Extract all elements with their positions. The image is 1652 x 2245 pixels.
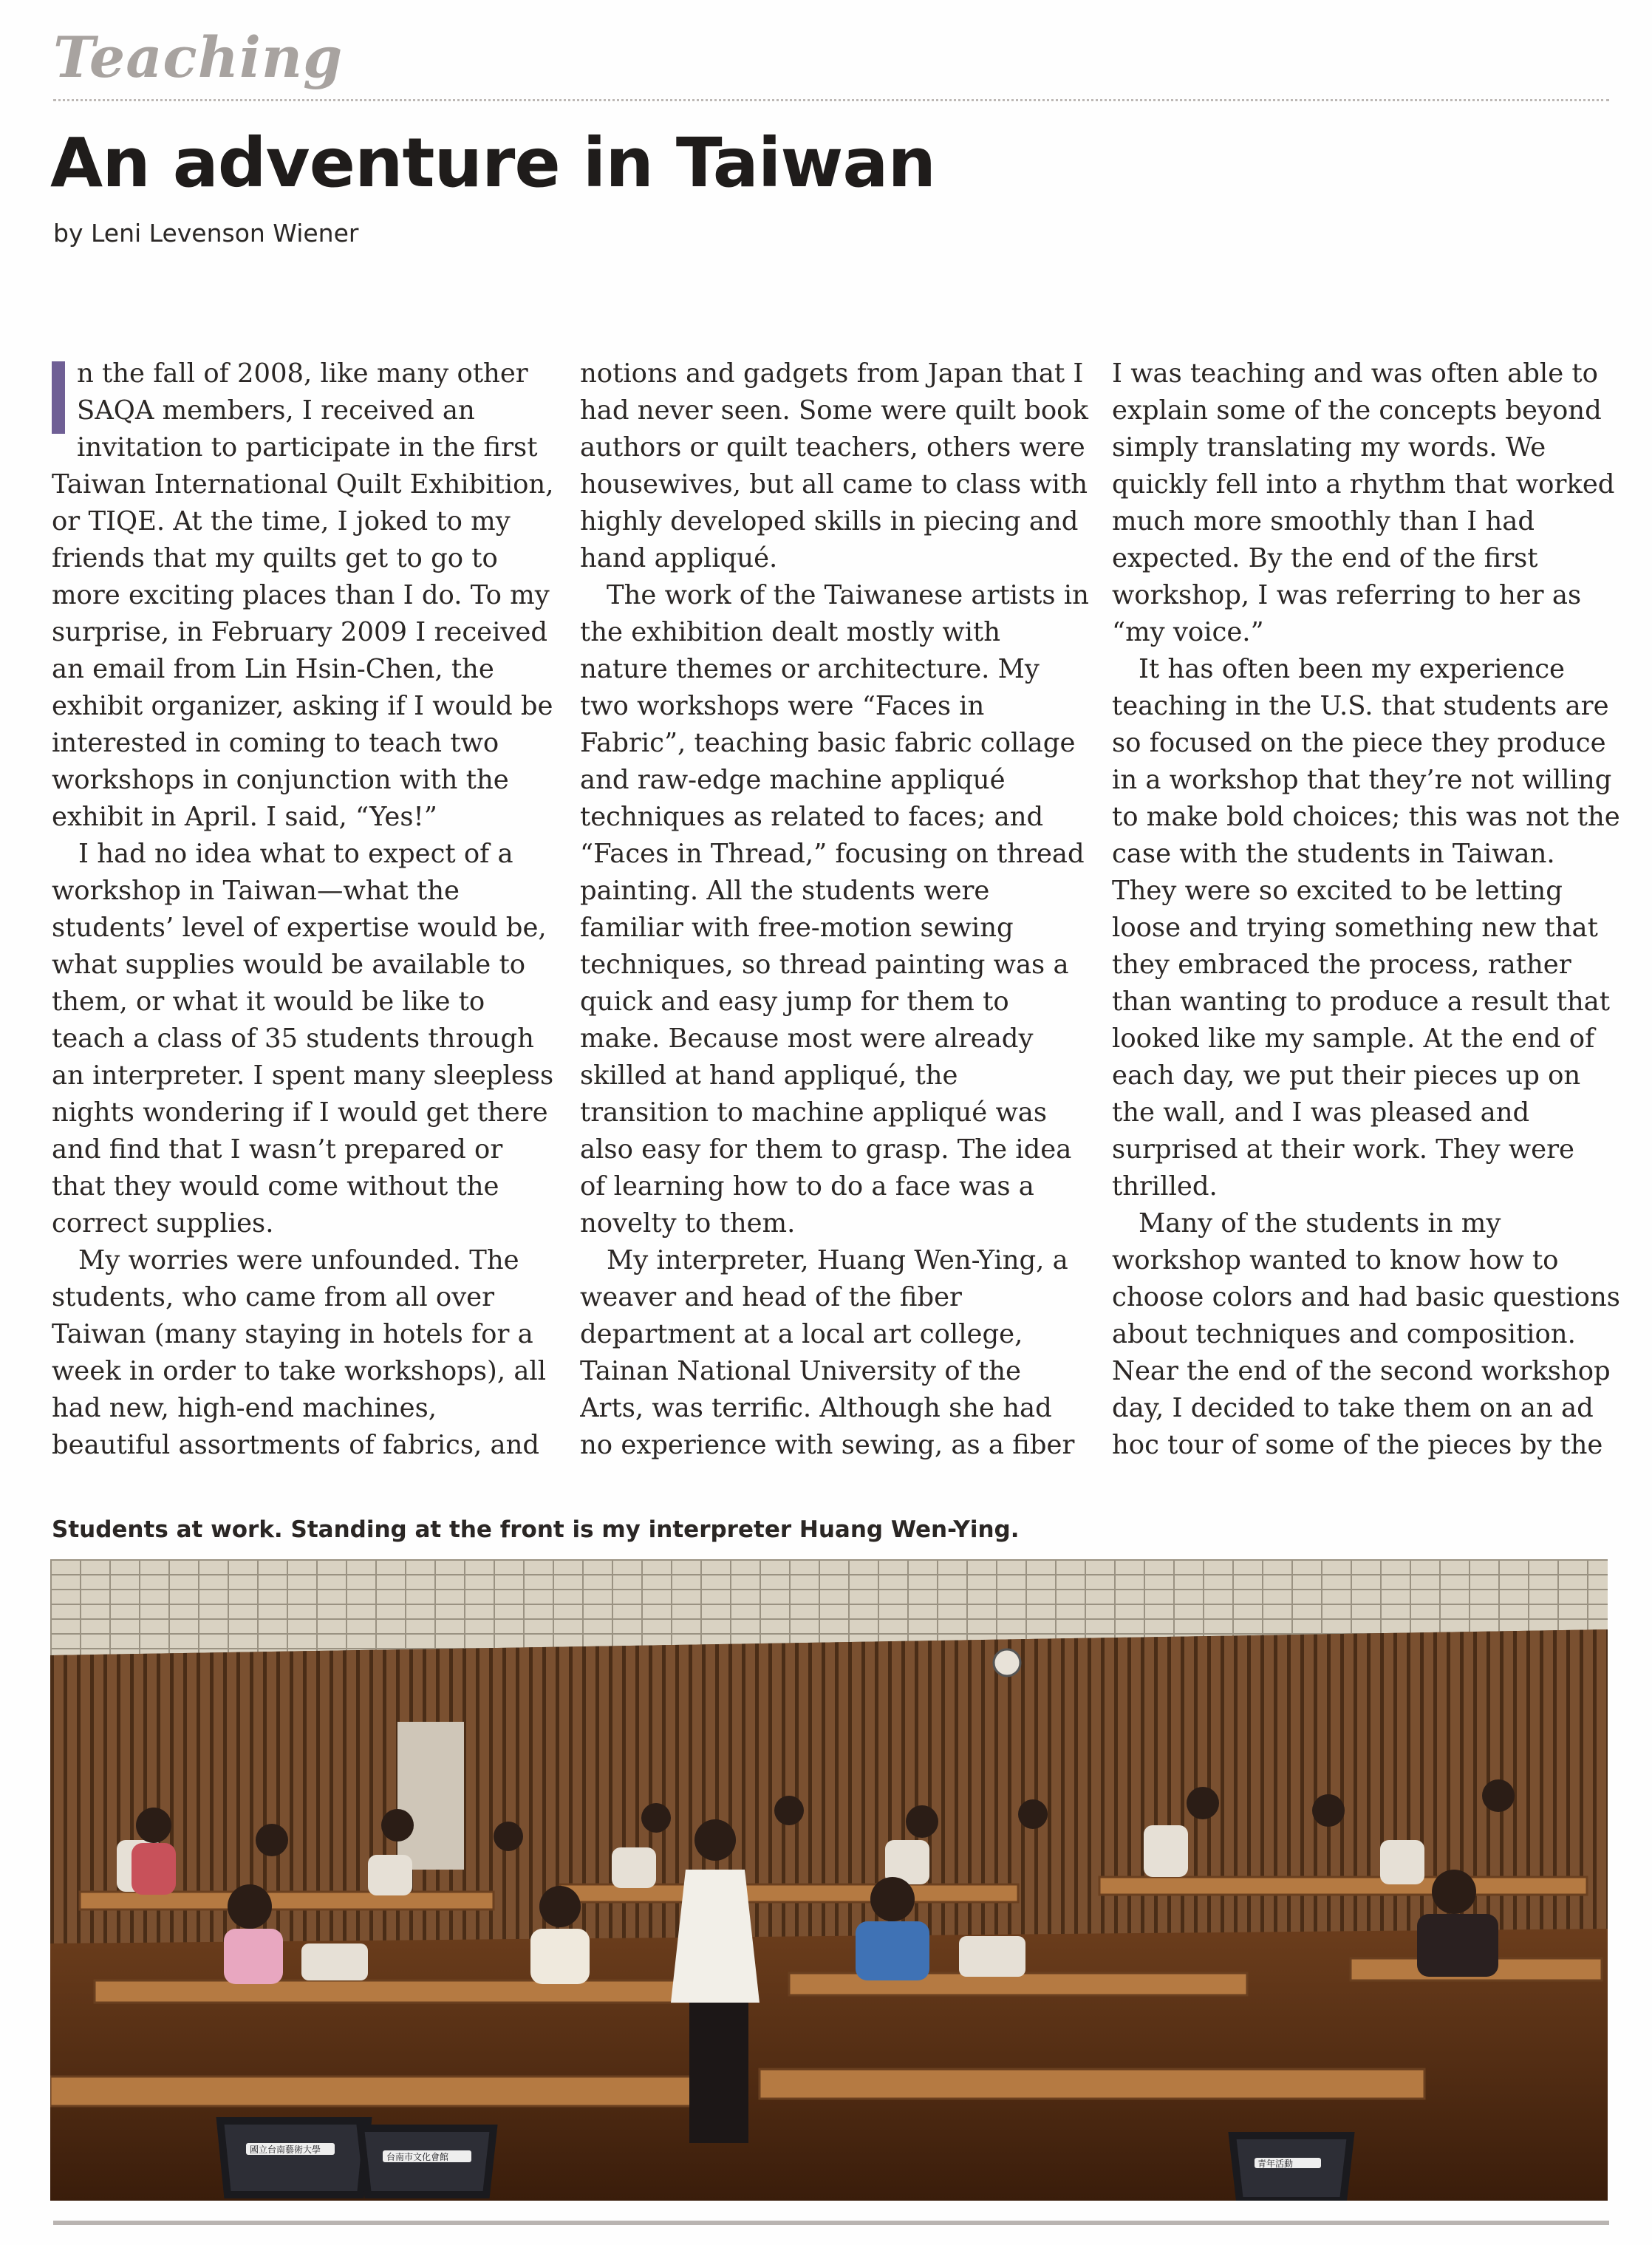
top-divider [53, 99, 1609, 101]
article-title: An adventure in Taiwan [50, 123, 935, 202]
paragraph: I was teaching and was often able to explain some of the concepts beyond simply translating my words. We quickly fell into a rhythm that worked much more smoothly than I had expected. By the end of the first workshop, I was referring to her as “my voice.” [1112, 358, 1615, 647]
drop-cap [52, 361, 65, 434]
text-column-1 [52, 355, 562, 1468]
section-label: Teaching [53, 24, 344, 90]
workshop-photo [50, 1559, 1608, 2201]
paragraph: It has often been my experience teaching in the U.S. that students are so focused on the piece they produce in a workshop that they’re not willing to make bold choices; this was not the case with the students in Taiwan. They were so excited to be letting loose and trying something new that they embraced the process, rather than wanting to produce a result that looked like my sample. At the end of each day, we put their pieces up on the wall, and I was pleased and surprised at their work. They were thrilled. [1112, 654, 1620, 1202]
bottom-divider [53, 2221, 1609, 2225]
paragraph: I had no idea what to expect of a workshop in Taiwan—what the students’ level of expertise would be, what supplies would be available to them, or what it would be like to teach a class of 35 students through an interpreter. I spent many sleepless nights wondering if I would get there and find that I wasn’t prepared or that they would come without the correct supplies. [52, 839, 554, 1239]
paragraph: My worries were unfounded. The students, who came from all over Taiwan (many staying in hotels for a week in order to take workshops), all had new, high-end machines, beautiful assortments of fabrics, and [52, 1245, 547, 1460]
chair-sign-text: 青年活動 [1257, 2159, 1294, 2169]
paragraph: n the fall of 2008, like many other SAQA members, I received an invitation to participate in the first Taiwan International Quilt Exhibition, or TIQE. At the time, I joked to my friends that my quilts get to go to more exciting places than I do. To my surprise, in February 2009 I received an email from Lin Hsin-Chen, the exhibit organizer, asking if I would be interested in coming to teach two workshops in conjunction with the exhibit in April. I said, “Yes!” [52, 358, 554, 832]
text-column-2 [580, 355, 1090, 1468]
chair-sign-text: 國立台南藝術大學 [250, 2144, 321, 2155]
paragraph: My interpreter, Huang Wen-Ying, a weaver and head of the fiber department at a local art college, Tainan National University of the Arts, was terrific. Although she had no experience with sewing, as a fiber [580, 1245, 1075, 1460]
text-column-3 [1112, 355, 1622, 1468]
article-byline: by Leni Levenson Wiener [53, 219, 359, 248]
paragraph: The work of the Taiwanese artists in the exhibition dealt mostly with nature themes or architecture. My two workshops were “Faces in Fabric”, teaching basic fabric collage and raw-edge machine appliqué techniques as related to faces; and “Faces in Thread,” focusing on thread painting. All the students were familiar with free-motion sewing techniques, so thread painting was a quick and easy jump for them to make. Because most were already skilled at hand appliqué, the transition to machine appliqué was also easy for them to grasp. The idea of learning how to do a face was a novelty to them. [580, 580, 1089, 1239]
paragraph: notions and gadgets from Japan that I had never seen. Some were quilt book authors or quilt teachers, others were housewives, but all came to class with highly developed skills in piecing and hand appliqué. [580, 358, 1088, 573]
chair-sign-text: 台南市文化會館 [386, 2152, 449, 2162]
photo-caption: Students at work. Standing at the front is my interpreter Huang Wen-Ying. [52, 1516, 1020, 1543]
paragraph: Many of the students in my workshop wanted to know how to choose colors and had basic questions about techniques and composition. Near the end of the second workshop day, I decided to take them on an ad hoc tour of some of the pieces by the [1112, 1208, 1620, 1460]
